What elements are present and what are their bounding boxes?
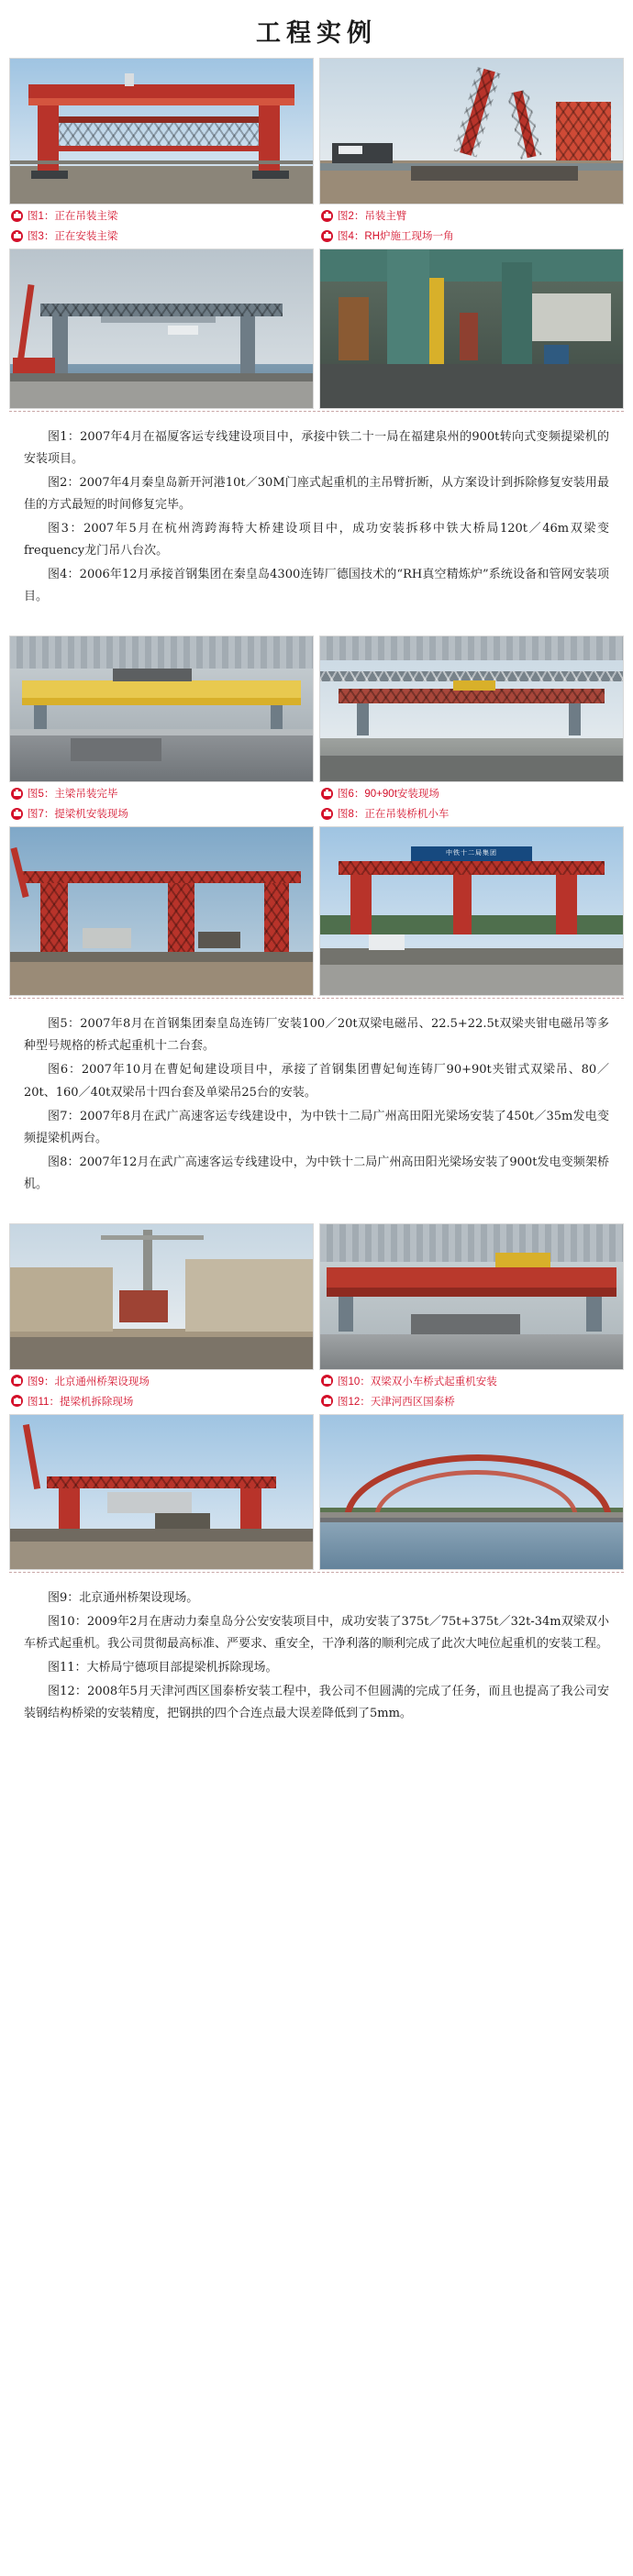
figure-4-caption bbox=[319, 228, 624, 243]
figure-11-image bbox=[9, 1414, 314, 1570]
photo-row-2 bbox=[9, 249, 624, 409]
figure-1-image bbox=[9, 58, 314, 205]
photo-cell-11 bbox=[9, 1414, 314, 1570]
figure-11-caption bbox=[9, 1394, 314, 1409]
photo-cell-7 bbox=[9, 826, 314, 996]
camera-icon bbox=[321, 808, 333, 820]
figure-6-caption-text: 图6：90+90t安装现场 bbox=[338, 789, 439, 801]
camera-icon bbox=[11, 210, 23, 222]
camera-icon bbox=[321, 230, 333, 242]
paragraph-fig8: 图8：2007年12月在武广高速客运专线建设中，为中铁十二局广州高田阳光梁场安装了900t发电变频架桥机。 bbox=[24, 1155, 609, 1191]
site-signboard: 中铁十二局集团 bbox=[411, 846, 532, 861]
caption-row-5 bbox=[9, 1374, 624, 1388]
paragraph-fig12: 图12：2008年5月天津河西区国泰桥安装工程中，我公司不但圆满的完成了任务，而且也提高了我公司安装钢结构桥梁的安装精度，把钢拱的四个合连点最大误差降低到了5mm。 bbox=[24, 1684, 609, 1720]
figure-6-image bbox=[319, 636, 624, 782]
figure-7-caption bbox=[9, 806, 314, 821]
camera-icon bbox=[11, 230, 23, 242]
photo-row-6 bbox=[9, 1414, 624, 1570]
figure-12-image bbox=[319, 1414, 624, 1570]
paragraph-fig1: 图1：2007年4月在福厦客运专线建设项目中，承接中铁二十一局在福建泉州的900t转向式变频提梁机的安装项目。 bbox=[24, 430, 609, 467]
figure-2-caption-text: 图2：吊装主臂 bbox=[338, 211, 407, 222]
camera-icon bbox=[321, 1395, 333, 1407]
camera-icon bbox=[11, 788, 23, 800]
figure-8-caption bbox=[319, 806, 624, 821]
photo-grid-section-2 bbox=[0, 636, 633, 999]
photo-row-5 bbox=[9, 1223, 624, 1370]
photo-cell-5 bbox=[9, 636, 314, 782]
caption-row-4 bbox=[9, 806, 624, 821]
caption-row-3 bbox=[9, 786, 624, 801]
camera-icon bbox=[321, 1375, 333, 1387]
figure-3-caption bbox=[9, 228, 314, 243]
text-block-section-1 bbox=[0, 417, 633, 619]
text-block-section-2 bbox=[0, 1004, 633, 1206]
page-title-wrap bbox=[0, 0, 633, 58]
paragraph-fig11: 图11：大桥局宁德项目部提梁机拆除现场。 bbox=[48, 1660, 278, 1675]
figure-8-image bbox=[319, 826, 624, 996]
photo-cell-9 bbox=[9, 1223, 314, 1370]
figure-12-caption bbox=[319, 1394, 624, 1409]
figure-6-caption bbox=[319, 786, 624, 801]
paragraph-fig7: 图7：2007年8月在武广高速客运专线建设中，为中铁十二局广州高田阳光梁场安装了450t／35m发电变频提梁机两台。 bbox=[24, 1109, 609, 1145]
figure-2-image bbox=[319, 58, 624, 205]
figure-1-caption-text: 图1：正在吊装主梁 bbox=[28, 211, 118, 222]
photo-cell-1 bbox=[9, 58, 314, 205]
photo-cell-8 bbox=[319, 826, 624, 996]
paragraph-fig9: 图9：北京通州桥架设现场。 bbox=[48, 1590, 199, 1605]
paragraph-fig3: 图3：2007年5月在杭州湾跨海特大桥建设项目中，成功安装拆移中铁大桥局120t／46m双梁变frequency龙门吊八台次。 bbox=[24, 522, 609, 558]
divider-3 bbox=[9, 1572, 624, 1573]
paragraph-fig10: 图10：2009年2月在唐动力秦皇岛分公安安装项目中，成功安装了375t／75t+375t／32t-34m双梁双小车桥式起重机。我公司贯彻最高标准、严要求、重安全，干净利落的顺利完成了此次大吨位起重机的安装工程。 bbox=[24, 1614, 609, 1651]
figure-4-caption-text: 图4：RH炉施工现场一角 bbox=[338, 231, 454, 242]
photo-cell-6 bbox=[319, 636, 624, 782]
paragraph-fig2: 图2：2007年4月秦皇岛新开河港10t／30M门座式起重机的主吊臂折断，从方案设计到拆除修复安装用最佳的方式最短的时间修复完毕。 bbox=[24, 476, 609, 513]
caption-row-6 bbox=[9, 1394, 624, 1409]
photo-cell-3 bbox=[9, 249, 314, 409]
figure-4-image bbox=[319, 249, 624, 409]
figure-9-image bbox=[9, 1223, 314, 1370]
photo-row-3 bbox=[9, 636, 624, 782]
paragraph-fig5: 图5：2007年8月在首钢集团秦皇岛连铸厂安装100／20t双梁电磁吊、22.5+22.5t双梁夹钳电磁吊等多种型号规格的桥式起重机十二台套。 bbox=[24, 1017, 609, 1054]
divider-2 bbox=[9, 998, 624, 999]
divider-1 bbox=[9, 411, 624, 412]
paragraph-fig4: 图4：2006年12月承接首钢集团在秦皇岛4300连铸厂德国技术的“RH真空精炼炉”系统设备和管网安装项目。 bbox=[24, 568, 609, 604]
figure-10-caption bbox=[319, 1374, 624, 1388]
camera-icon bbox=[11, 1375, 23, 1387]
figure-7-caption-text: 图7：提梁机安装现场 bbox=[28, 809, 128, 821]
figure-5-caption-text: 图5：主梁吊装完毕 bbox=[28, 789, 118, 801]
caption-row-2 bbox=[9, 228, 624, 243]
photo-grid-section-1 bbox=[0, 58, 633, 412]
photo-cell-12 bbox=[319, 1414, 624, 1570]
figure-3-image bbox=[9, 249, 314, 409]
figure-12-caption-text: 图12：天津河西区国泰桥 bbox=[338, 1396, 455, 1408]
figure-8-caption-text: 图8：正在吊装桥机小车 bbox=[338, 809, 450, 821]
paragraph-fig6: 图6：2007年10月在曹妃甸建设项目中，承接了首钢集团曹妃甸连铸厂90+90t夹钳式双梁吊、80／20t、160／40t双梁吊十四台套及单梁吊25台的安装。 bbox=[24, 1063, 609, 1100]
photo-grid-section-3 bbox=[0, 1223, 633, 1573]
text-block-section-3 bbox=[0, 1578, 633, 1736]
photo-row-4 bbox=[9, 826, 624, 996]
figure-10-caption-text: 图10：双梁双小车桥式起重机安装 bbox=[338, 1376, 497, 1388]
caption-row-1 bbox=[9, 208, 624, 223]
figure-7-image bbox=[9, 826, 314, 996]
figure-5-caption bbox=[9, 786, 314, 801]
figure-9-caption-text: 图9：北京通州桥架设现场 bbox=[28, 1376, 150, 1388]
page-title: 工程实例 bbox=[256, 19, 377, 48]
camera-icon bbox=[11, 808, 23, 820]
camera-icon bbox=[321, 788, 333, 800]
photo-cell-10 bbox=[319, 1223, 624, 1370]
figure-2-caption bbox=[319, 208, 624, 223]
figure-3-caption-text: 图3：正在安装主梁 bbox=[28, 231, 118, 242]
photo-cell-4 bbox=[319, 249, 624, 409]
figure-11-caption-text: 图11：提梁机拆除现场 bbox=[28, 1396, 134, 1408]
figure-5-image bbox=[9, 636, 314, 782]
figure-9-caption bbox=[9, 1374, 314, 1388]
figure-10-image bbox=[319, 1223, 624, 1370]
photo-cell-2 bbox=[319, 58, 624, 205]
camera-icon bbox=[11, 1395, 23, 1407]
camera-icon bbox=[321, 210, 333, 222]
figure-1-caption bbox=[9, 208, 314, 223]
photo-row-1 bbox=[9, 58, 624, 205]
